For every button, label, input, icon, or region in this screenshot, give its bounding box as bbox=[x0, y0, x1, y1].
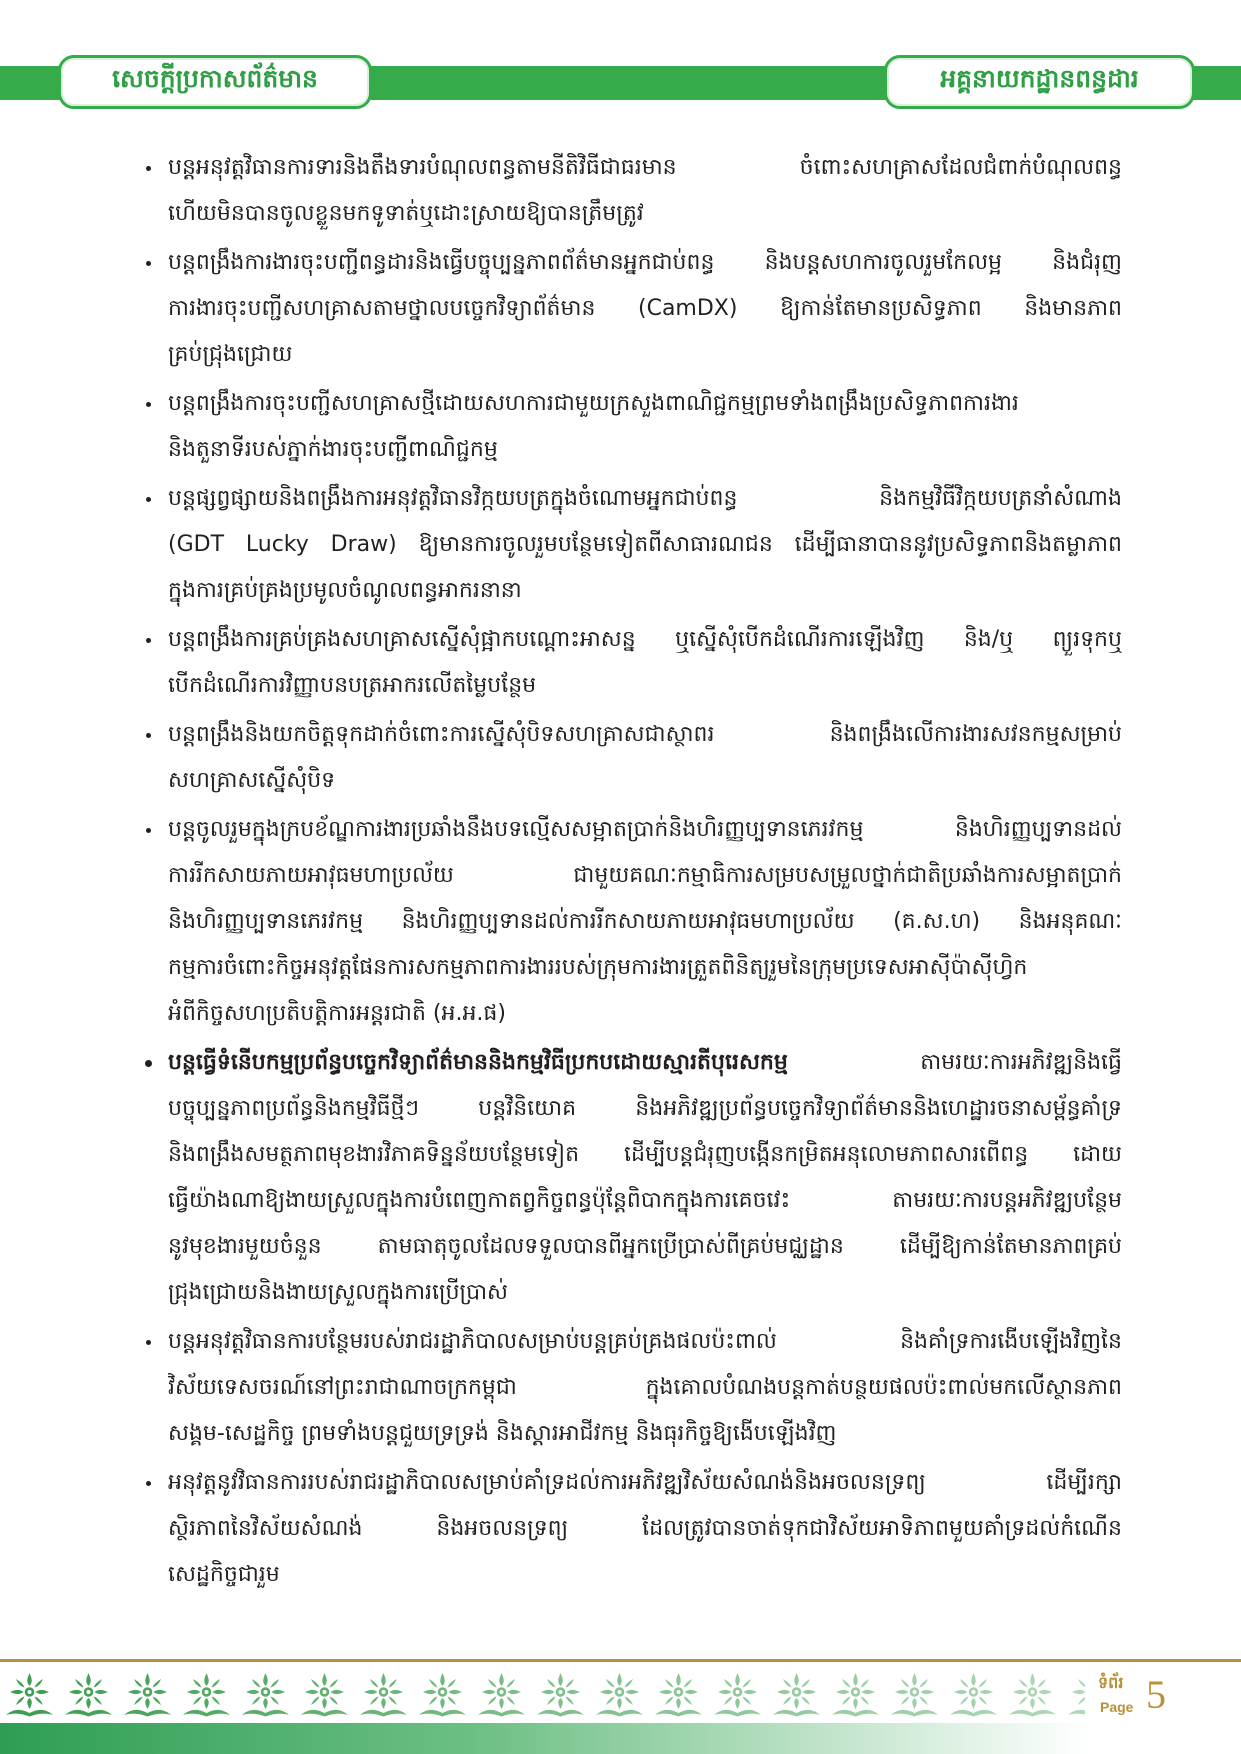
list-item bbox=[140, 807, 1122, 1037]
text-line: គ្រប់ជ្រុងជ្រោយ bbox=[168, 342, 293, 367]
bullet-list bbox=[140, 145, 1122, 1598]
text-line: បន្តពង្រឹងការងារចុះបញ្ជីពន្ធដារនិងធ្វើបច្ចុប្បន្នភាពព័ត៌មានអ្នកជាប់ពន្ធ និងបន្តសហការចូលរួមកែលម្អ និងជំរុញ bbox=[168, 250, 1122, 275]
list-item bbox=[140, 476, 1122, 614]
text-line: បន្តពង្រឹងនិងយកចិត្តទុកដាក់ចំពោះការស្នើសុំបិទសហគ្រាសជាស្ថាពរ និងពង្រឹងលើការងារសវនកម្មសម្រាប់ bbox=[168, 722, 1122, 747]
text-line bbox=[168, 1040, 1122, 1086]
text-line: បន្តចូលរួមក្នុងក្របខ័ណ្ឌការងារប្រឆាំងនឹងបទល្មើសសម្អាតប្រាក់និងហិរញ្ញប្បទានភេរវកម្ម និងហិរញ្ញប្បទានដល់ bbox=[168, 817, 1122, 842]
page-label-english: Page bbox=[1100, 1699, 1134, 1715]
footer-divider bbox=[0, 1659, 1241, 1662]
list-item bbox=[140, 240, 1122, 378]
list-item bbox=[140, 145, 1122, 237]
list-item bbox=[140, 712, 1122, 804]
ornament-fade-overlay bbox=[0, 1671, 1085, 1717]
text-line: កម្មការចំពោះកិច្ចអនុវត្តផែនការសកម្មភាពការងាររបស់ក្រុមការងារត្រួតពិនិត្យរួមនៃក្រុមប្រទេសអាស៊ីប៉ាស៊ីហ្វិក bbox=[168, 955, 1028, 980]
list-item bbox=[140, 617, 1122, 709]
text-line: ការរីកសាយភាយអាវុធមហាប្រល័យ ជាមួយគណៈកម្មាធិការសម្របសម្រួលថ្នាក់ជាតិប្រឆាំងការសម្អាតប្រាក់ bbox=[168, 863, 1122, 888]
page-label-khmer: ទំព័រ bbox=[1098, 1673, 1124, 1692]
list-item bbox=[140, 1319, 1122, 1457]
text-line: បន្តអនុវត្តវិធានការទារនិងតឹងទារបំណុលពន្ធតាមនីតិវិធីជាធរមាន ចំពោះសហគ្រាសដែលជំពាក់បំណុលពន្ធ bbox=[168, 155, 1122, 180]
header-tab-department bbox=[884, 55, 1195, 109]
text-line: សង្គម-សេដ្ឋកិច្ច ព្រមទាំងបន្តជួយទ្រទ្រង់ និងស្តារអាជីវកម្ម និងធុរកិច្ចឱ្យងើបឡើងវិញ bbox=[168, 1421, 837, 1446]
text-line: បន្តពង្រឹងការចុះបញ្ជីសហគ្រាសថ្មីដោយសហការជាមួយក្រសួងពាណិជ្ជកម្មព្រមទាំងពង្រឹងប្រសិទ្ធភាពការងារ bbox=[168, 391, 1019, 416]
footer-gradient-band bbox=[0, 1723, 1241, 1754]
header-tab-press-release bbox=[58, 55, 372, 109]
text-line: បើកដំណើរការវិញ្ញាបនបត្រអាករលើតម្លៃបន្ថែម bbox=[168, 673, 537, 698]
text-line: ហើយមិនបានចូលខ្លួនមកទូទាត់ឬដោះស្រាយឱ្យបានត្រឹមត្រូវ bbox=[168, 201, 644, 226]
text-line: ស្ថិរភាពនៃវិស័យសំណង់ និងអចលនទ្រព្យ ដែលត្រូវបានចាត់ទុកជាវិស័យអាទិភាពមួយគាំទ្រដល់កំណើន bbox=[168, 1516, 1122, 1541]
text-line: និងពង្រឹងសមត្ថភាពមុខងារវិភាគទិន្នន័យបន្ថែមទៀត ដើម្បីបន្តជំរុញបង្កើនកម្រិតអនុលោមភាពសារពើពន្ធ ដោយ bbox=[168, 1142, 1122, 1167]
header-tab-label: អគ្គនាយកដ្ឋានពន្ធដារ bbox=[940, 64, 1139, 93]
text-line: វិស័យទេសចរណ៍នៅព្រះរាជាណាចក្រកម្ពុជា ក្នុងគោលបំណងបន្តកាត់បន្ថយផលប៉ះពាល់មកលើស្ថានភាព bbox=[168, 1375, 1122, 1400]
text-line: សហគ្រាសស្នើសុំបិទ bbox=[168, 768, 336, 793]
text-run: តាមរយៈការអភិវឌ្ឍនិងធ្វើ bbox=[920, 1050, 1122, 1075]
text-line: អំពីកិច្ចសហប្រតិបត្តិការអន្តរជាតិ (អ.អ.ផ) bbox=[168, 1001, 506, 1026]
text-line: ក្នុងការគ្រប់គ្រងប្រមូលចំណូលពន្ធអាករនានា bbox=[168, 578, 522, 603]
text-line: បន្តពង្រឹងការគ្រប់គ្រងសហគ្រាសស្នើសុំផ្អាកបណ្តោះអាសន្ន ឬស្នើសុំបើកដំណើរការឡើងវិញ និង/ឬ ព្យួរទុកឬ bbox=[168, 627, 1122, 652]
text-line: បច្ចុប្បន្នភាពប្រព័ន្ធនិងកម្មវិធីថ្មីៗ បន្តវិនិយោគ និងអភិវឌ្ឍប្រព័ន្ធបច្ចេកវិទ្យាព័ត៌មាននិងហេដ្ឋារចនាសម្ព័ន្ធគាំទ្រ bbox=[168, 1096, 1122, 1121]
page-number-block bbox=[1098, 1672, 1218, 1720]
bold-lead-text: បន្តធ្វើទំនើបកម្មប្រព័ន្ធបច្ចេកវិទ្យាព័ត៌មាននិងកម្មវិធីប្រកបដោយស្មារតីបុរេសកម្ម bbox=[168, 1050, 788, 1075]
text-line: នូវមុខងារមួយចំនួន តាមធាតុចូលដែលទទួលបានពីអ្នកប្រើប្រាស់ពីគ្រប់មជ្ឈដ្ឋាន ដើម្បីឱ្យកាន់តែមានភាពគ្រប់ bbox=[168, 1234, 1122, 1259]
list-item bbox=[140, 1460, 1122, 1598]
header-tab-label: សេចក្តីប្រកាសព័ត៌មាន bbox=[112, 64, 318, 93]
list-item bbox=[140, 1040, 1122, 1316]
text-line: និងតួនាទីរបស់ភ្នាក់ងារចុះបញ្ជីពាណិជ្ជកម្ម bbox=[168, 437, 498, 462]
text-line: ជ្រុងជ្រោយនិងងាយស្រួលក្នុងការប្រើប្រាស់ bbox=[168, 1280, 508, 1305]
text-line: បន្តផ្សព្វផ្សាយនិងពង្រឹងការអនុវត្តវិធានវិក្កយបត្រក្នុងចំណោមអ្នកជាប់ពន្ធ និងកម្មវិធីវិក្កយបត្រនាំសំណាង bbox=[168, 486, 1122, 511]
text-line: សេដ្ឋកិច្ចជារួម bbox=[168, 1562, 280, 1587]
document-body bbox=[140, 145, 1122, 1645]
text-line: អនុវត្តនូវវិធានការរបស់រាជរដ្ឋាភិបាលសម្រាប់គាំទ្រដល់ការអភិវឌ្ឍវិស័យសំណង់និងអចលនទ្រព្យ ដើម្បីរក្សា bbox=[168, 1470, 1122, 1495]
text-line: បន្តអនុវត្តវិធានការបន្ថែមរបស់រាជរដ្ឋាភិបាលសម្រាប់បន្តគ្រប់គ្រងផលប៉ះពាល់ និងគាំទ្រការងើបឡើងវិញនៃ bbox=[168, 1329, 1122, 1354]
text-line: ការងារចុះបញ្ជីសហគ្រាសតាមថ្នាលបច្ចេកវិទ្យាព័ត៌មាន (CamDX) ឱ្យកាន់តែមានប្រសិទ្ធភាព និងមានភាព bbox=[168, 296, 1122, 321]
text-line: និងហិរញ្ញប្បទានភេរវកម្ម និងហិរញ្ញប្បទានដល់ការរីកសាយភាយអាវុធមហាប្រល័យ (គ.ស.ហ) និងអនុគណៈ bbox=[168, 909, 1122, 934]
page-number: 5 bbox=[1146, 1672, 1166, 1717]
list-item bbox=[140, 381, 1122, 473]
text-line: ធ្វើយ៉ាងណាឱ្យងាយស្រួលក្នុងការបំពេញកាតព្វកិច្ចពន្ធប៉ុន្តែពិបាកក្នុងការគេចវេះ តាមរយៈការបន្តអភិវឌ្ឍបន្ថែម bbox=[168, 1188, 1122, 1213]
text-line: (GDT Lucky Draw) ឱ្យមានការចូលរួមបន្ថែមទៀតពីសាធារណជន ដើម្បីធានាបាននូវប្រសិទ្ធភាពនិងតម្លាភាព bbox=[168, 532, 1122, 557]
